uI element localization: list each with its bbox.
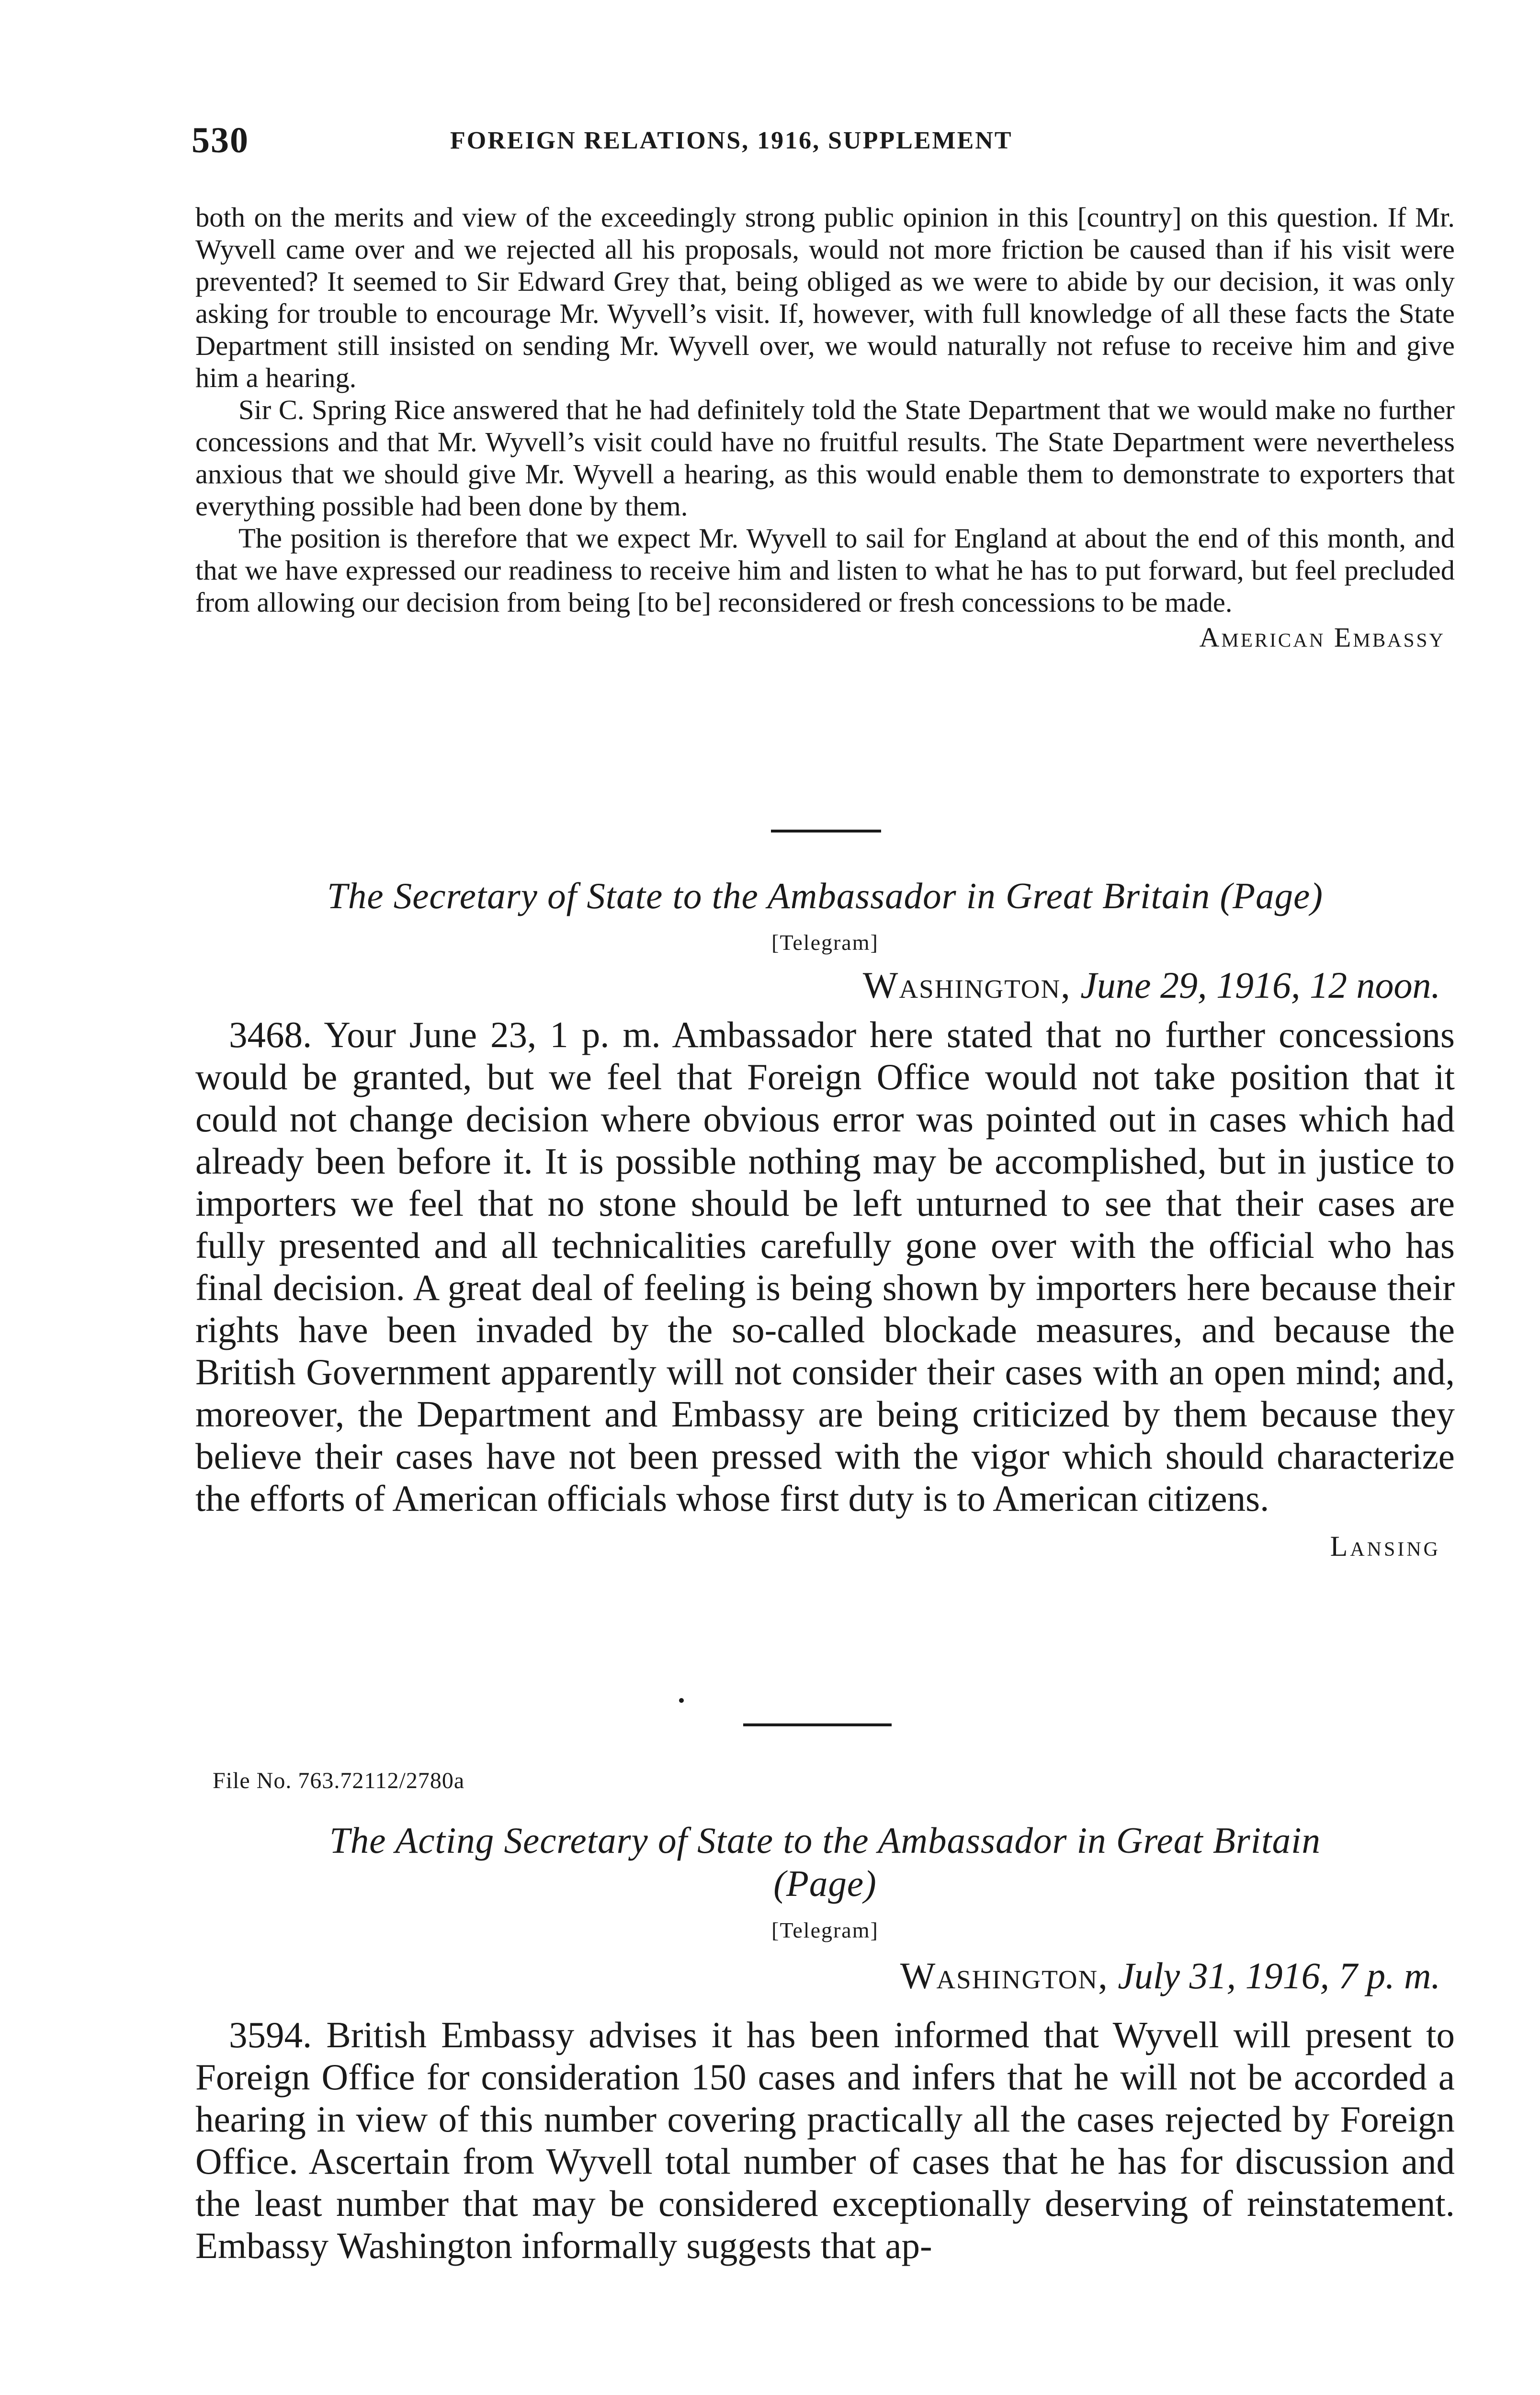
separator-rule bbox=[743, 1723, 892, 1726]
dateline-date: June 29, 1916, 12 noon. bbox=[1080, 964, 1440, 1006]
separator-rule bbox=[771, 830, 881, 833]
signature-lansing: Lansing bbox=[1330, 1530, 1440, 1562]
telegram-body: 3468. Your June 23, 1 p. m. Ambassador here stated that no further concessions would be granted, but we feel that Foreign Office would not take position that it could not change decision where obvious error was pointed out in cases which had already been before it. It is possible nothing may be accomplished, but in justice to importers we feel that no stone should be left unturned to see that their cases are fully presented and all technicalities carefully gone over with the official who has final decision. A great deal of feeling is being shown by importers here because their rights have been invaded by the so-called blockade measures, and because the British Government apparently will not consider their cases with an open mind; and, moreover, the Department and Embassy are being criticized by them because they believe their cases have not been pressed with the vigor which should characterize the efforts of American officials whose first duty is to American citizens. bbox=[195, 1014, 1455, 1519]
title-addressee: (Page) bbox=[773, 1863, 877, 1904]
dateline bbox=[195, 1954, 1455, 1997]
page-number: 530 bbox=[192, 120, 249, 160]
document-title bbox=[195, 874, 1455, 917]
telegram-body: 3594. British Embassy advises it has been informed that Wyvell will present to Foreign Office for consideration 150 cases and infers that he will not be accorded a hearing in view of this number covering practically all the cases rejected by Foreign Office. Ascertain from Wyvell total number of cases that he has for discussion and the least number that may be considered exceptionally deserving of reinstatement. Embassy Washington informally suggests that ap- bbox=[195, 2014, 1455, 2266]
signature-american-embassy: American Embassy bbox=[1199, 622, 1445, 653]
dateline-place: Washington, bbox=[900, 1955, 1109, 1996]
continued-report bbox=[195, 201, 1455, 653]
title-addressee: (Page) bbox=[1220, 875, 1323, 916]
ink-speck bbox=[679, 1698, 684, 1703]
title-main: The Secretary of State to the Ambassador in Great Britain bbox=[327, 875, 1211, 916]
telegram-label: [Telegram] bbox=[771, 930, 879, 955]
running-head: FOREIGN RELATIONS, 1916, SUPPLEMENT bbox=[450, 127, 1013, 154]
file-number: File No. 763.72112/2780a bbox=[213, 1768, 465, 1793]
telegram-july-31 bbox=[195, 1768, 1455, 2267]
page-header bbox=[192, 120, 1197, 163]
report-paragraph: both on the merits and view of the exceedingly strong public opinion in this [country] on this question. If Mr. Wyvell came over and we rejected all his proposals, would not more friction be caused than if his visit were prevented? It seemed to Sir Edward Grey that, being obliged as we were to abide by our decision, it was only asking for trouble to encourage Mr. Wyvell’s visit. If, however, with full knowledge of all these facts the State Department still insisted on sending Mr. Wyvell over, we would naturally not refuse to receive him and give him a hearing. bbox=[195, 202, 1455, 393]
telegram-label: [Telegram] bbox=[771, 1918, 879, 1942]
report-paragraph: The position is therefore that we expect Mr. Wyvell to sail for England at about the end of this month, and that we have expressed our readiness to receive him and listen to what he has to put forward, but feel precluded from allowing our decision from being [to be] reconsidered or fresh concessions to be made. bbox=[195, 523, 1455, 618]
report-paragraph: Sir C. Spring Rice answered that he had definitely told the State Department that we would make no further concessions and that Mr. Wyvell’s visit could have no fruitful results. The State Department were nevertheless anxious that we should give Mr. Wyvell a hearing, as this would enable them to demonstrate to exporters that everything possible had been done by them. bbox=[195, 394, 1455, 522]
dateline-place: Washington, bbox=[862, 964, 1071, 1006]
dateline-date: July 31, 1916, 7 p. m. bbox=[1118, 1955, 1440, 1996]
telegram-june-29 bbox=[195, 874, 1455, 1563]
dateline bbox=[195, 964, 1455, 1007]
title-main: The Acting Secretary of State to the Ambassador in Great Britain bbox=[329, 1820, 1321, 1861]
document-title bbox=[195, 1819, 1455, 1905]
